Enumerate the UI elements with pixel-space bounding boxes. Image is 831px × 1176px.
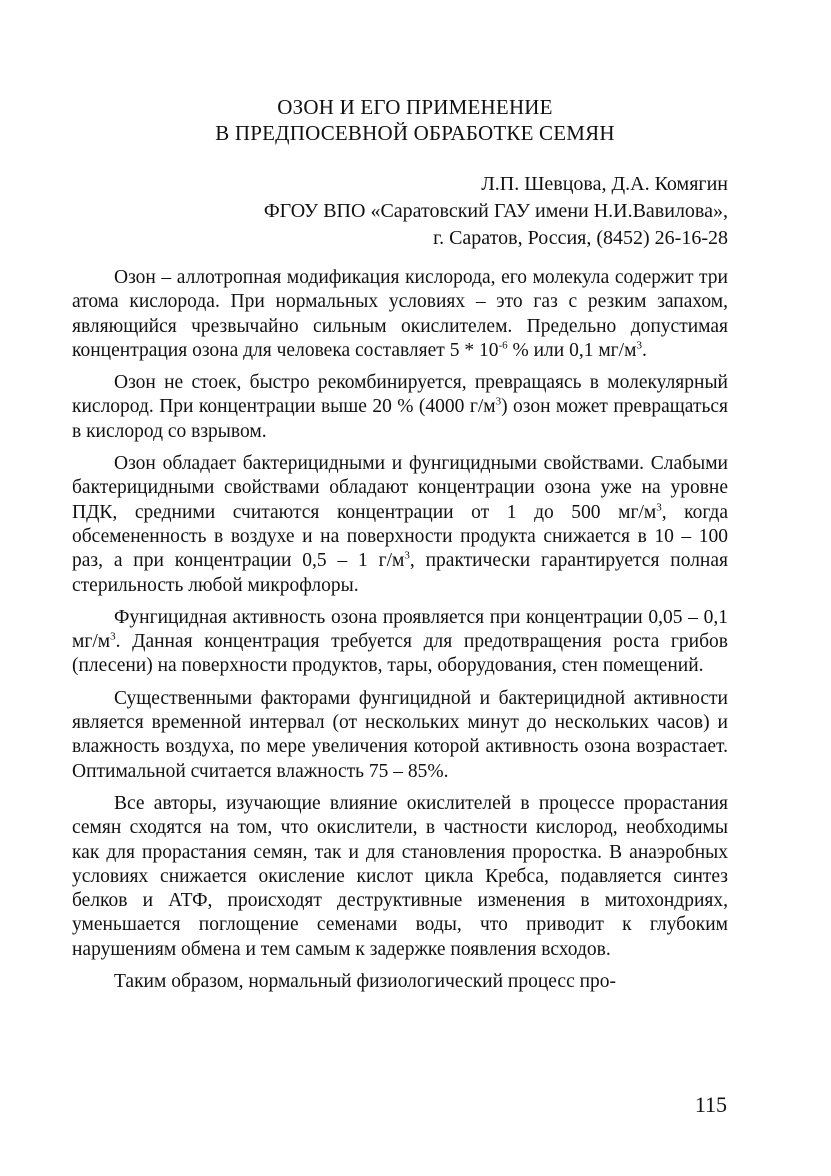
paragraph-4-text-a: Фунгицидная активность озона проявляется при концентрации 0,05 – 0,1 мг/м: [72, 606, 728, 653]
paragraph-3-superscript-1: 3: [656, 501, 662, 514]
paragraph-1-text-b: % или 0,1 мг/м: [507, 339, 637, 361]
paragraph-3-text-a: Озон обладает бактерицидными и фунгицидными свойствами. Слабыми бактерицидными свойствами обладают концентрации озона уже на уровне ПДК, средними считаются концентрации от 1 до 500 мг/м: [72, 453, 728, 523]
paragraph-1-superscript-1: -6: [498, 339, 508, 352]
paragraph-4-superscript-1: 3: [110, 630, 116, 643]
article-title: [90, 94, 740, 146]
article-title-line-2: В ПРЕДПОСЕВНОЙ ОБРАБОТКЕ СЕМЯН: [215, 121, 615, 145]
paragraph-4: [72, 606, 728, 679]
paragraph-2-text-a: Озон не стоек, быстро рекомбинируется, превращаясь в молекулярный кислород. При концентрации выше 20 % (4000 г/м: [72, 372, 728, 418]
paragraph-3-superscript-2: 3: [404, 549, 410, 562]
paragraph-3: [72, 452, 728, 598]
article-title-line-1: ОЗОН И ЕГО ПРИМЕНЕНИЕ: [277, 95, 553, 119]
page-number: 115: [694, 1092, 727, 1117]
author-affiliation: ФГОУ ВПО «Саратовский ГАУ имени Н.И.Вавилова»,: [263, 200, 728, 222]
article-body: [72, 266, 728, 1002]
paragraph-3-text-b: , когда обсемененность в воздухе и на поверхности продукта снижается в 10 – 100 раз, а при концентрации 0,5 – 1 г/м: [72, 501, 728, 572]
paragraph-4-text-b: . Данная концентрация требуется для предотвращения роста грибов (плесени) на поверхности продуктов, тары, оборудования, стен помещений.: [72, 631, 728, 677]
paragraph-6: Все авторы, изучающие влияние окислителей в процессе прорастания семян сходятся на том, что окислители, в частности кислород, необходимы как для прорастания семян, так и для становления проростка. В анаэробных условиях снижается окисление кислот цикла Кребса, подавляется синтез белков и АТФ, происходят деструктивные изменения в митохондриях, уменьшается поглощение семенами воды, что приводит к глубоким нарушениям обмена и тем самым к задержке появления всходов.: [72, 792, 728, 960]
paragraph-1: [72, 266, 728, 363]
author-block: [264, 171, 728, 252]
paragraph-1-text-a: Озон – аллотропная модификация кислорода, его молекула содержит три атома кислорода. При нормальных условиях – это газ с резким запахом, являющийся чрезвычайно сильным окислителем. Предельно допустимая концентрация озона для человека составляет 5 * 10: [72, 267, 728, 361]
author-names: Л.П. Шевцова, Д.А. Комягин: [481, 173, 728, 195]
paragraph-1-superscript-2: 3: [636, 339, 642, 352]
paragraph-2: [72, 371, 728, 444]
paragraph-7: Таким образом, нормальный физиологический процесс про-: [114, 971, 617, 993]
paragraph-5: Существенными факторами фунгицидной и бактерицидной активности является временной интервал (от нескольких минут до нескольких часов) и влажность воздуха, по мере увеличения которой активность озона возрастает. Оптимальной считается влажность 75 – 85%.: [72, 687, 728, 782]
paragraph-1-text-c: .: [641, 339, 647, 361]
author-location: г. Саратов, Россия, (8452) 26-16-28: [433, 227, 728, 249]
paragraph-2-text-b: ) озон может превращаться в кислород со взрывом.: [72, 396, 728, 442]
paragraph-3-text-c: , практически гарантируется полная стерильность любой микрофлоры.: [72, 550, 728, 596]
paragraph-2-superscript-1: 3: [495, 395, 502, 408]
